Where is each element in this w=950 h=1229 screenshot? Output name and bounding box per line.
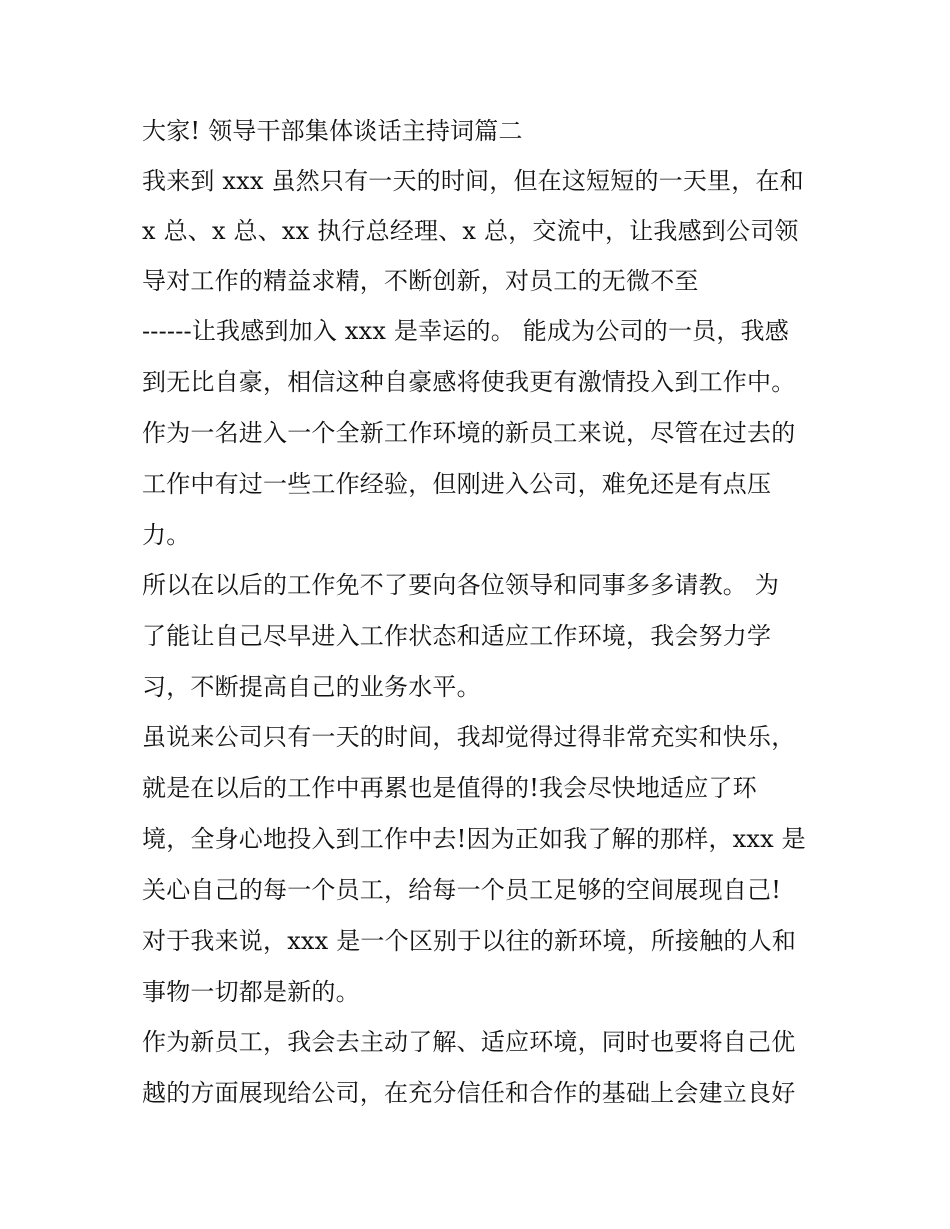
text-line: 习，不断提高自己的业务水平。 [142, 673, 481, 701]
text-line: ------让我感到加入 xxx 是幸运的。 能成为公司的一员，我感 [142, 317, 789, 345]
text-line: 关心自己的每一个员工，给每一个员工足够的空间展现自己! [142, 876, 782, 904]
text-line: 作为新员工，我会去主动了解、适应环境，同时也要将自己优 [142, 1028, 796, 1056]
text-line: 虽说来公司只有一天的时间，我却觉得过得非常充实和快乐， [142, 723, 796, 751]
text-line: 力。 [142, 521, 191, 549]
text-line: 了能让自己尽早进入工作状态和适应工作环境，我会努力学 [142, 622, 772, 650]
text-line: 所以在以后的工作免不了要向各位领导和同事多多请教。 为 [142, 571, 780, 599]
text-line: 事物一切都是新的。 [142, 978, 360, 1006]
text-line: 就是在以后的工作中再累也是值得的!我会尽快地适应了环 [142, 774, 757, 802]
document-title: 大家! 领导干部集体谈话主持词篇二 [142, 117, 523, 145]
text-line: 到无比自豪，相信这种自豪感将使我更有激情投入到工作中。 [142, 368, 796, 396]
text-line: 境，全身心地投入到工作中去!因为正如我了解的那样，xxx 是 [142, 825, 806, 853]
text-line: 导对工作的精益求精，不断创新，对员工的无微不至 [142, 267, 699, 295]
text-line: 作为一名进入一个全新工作环境的新员工来说，尽管在过去的 [142, 419, 796, 447]
text-line: 对于我来说，xxx 是一个区别于以往的新环境，所接触的人和 [142, 927, 797, 955]
text-line: 越的方面展现给公司，在充分信任和合作的基础上会建立良好 [142, 1079, 796, 1107]
text-line: x 总、x 总、xx 执行总经理、x 总，交流中，让我感到公司领 [142, 217, 799, 245]
text-line: 工作中有过一些工作经验，但刚进入公司，难免还是有点压 [142, 470, 772, 498]
text-line: 我来到 xxx 虽然只有一天的时间，但在这短短的一天里，在和 [142, 167, 804, 195]
